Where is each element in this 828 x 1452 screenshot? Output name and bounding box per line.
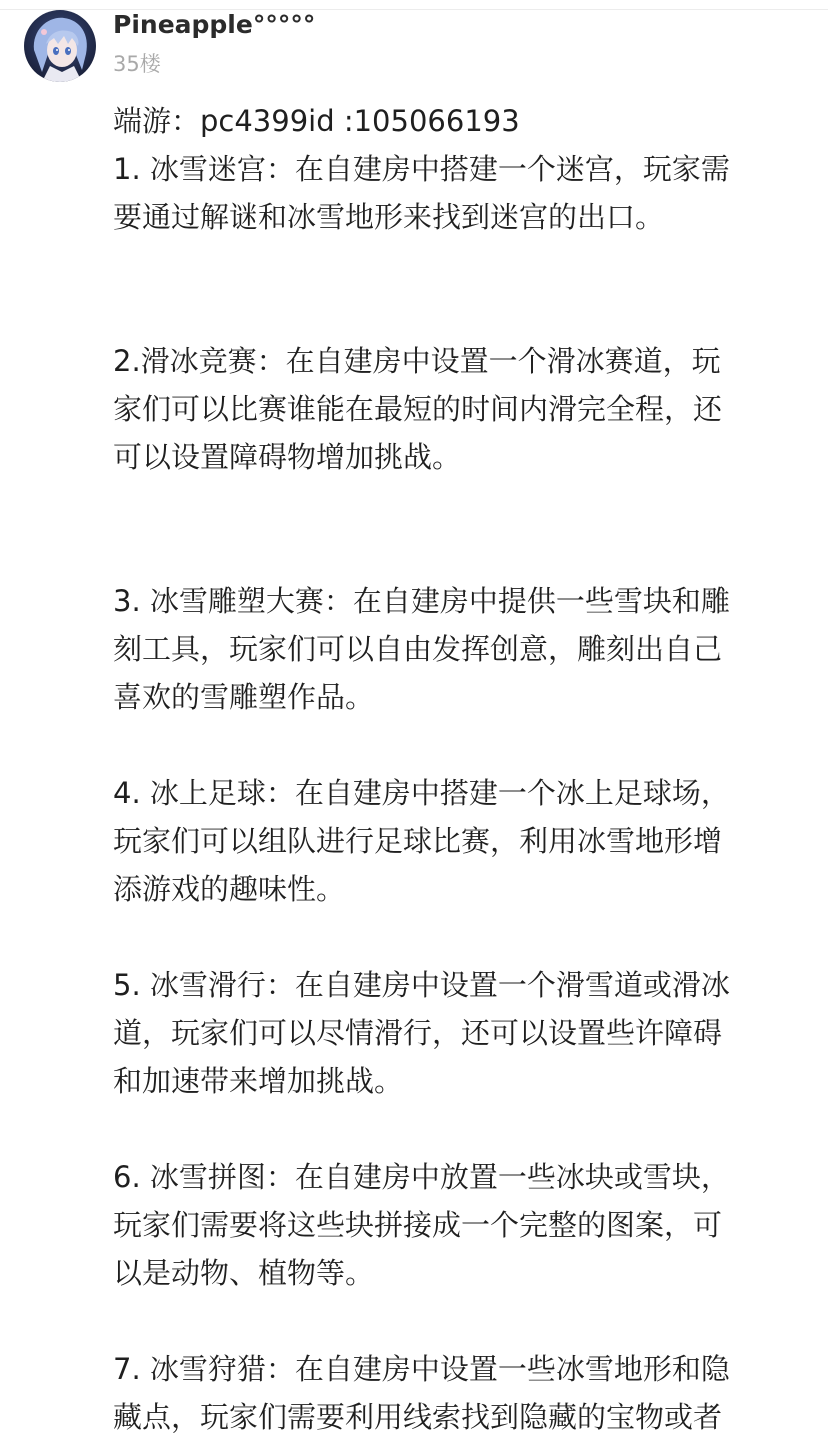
post-line: 藏点，玩家们需要利用线索找到隐藏的宝物或者 bbox=[113, 1400, 723, 1434]
floor-number: 35楼 bbox=[113, 52, 161, 76]
paragraph-gap bbox=[113, 721, 803, 769]
post-line: 6. 冰雪拼图：在自建房中放置一些冰块或雪块， bbox=[113, 1160, 730, 1194]
post-line: 和加速带来增加挑战。 bbox=[113, 1064, 404, 1098]
paragraph-gap bbox=[113, 481, 803, 577]
post-line: 2.滑冰竞赛：在自建房中设置一个滑冰赛道，玩 bbox=[113, 344, 721, 378]
post-line: 家们可以比赛谁能在最短的时间内滑完全程，还 bbox=[113, 392, 723, 426]
post-line: 1. 冰雪迷宫：在自建房中搭建一个迷宫，玩家需 bbox=[113, 152, 730, 186]
paragraph-gap bbox=[113, 913, 803, 961]
post-line: 道，玩家们可以尽情滑行，还可以设置些许障碍 bbox=[113, 1016, 723, 1050]
post-line: 要通过解谜和冰雪地形来找到迷宫的出口。 bbox=[113, 200, 665, 234]
post-line: 7. 冰雪狩猎：在自建房中设置一些冰雪地形和隐 bbox=[113, 1352, 730, 1386]
post-line: 端游：pc4399id :105066193 bbox=[113, 104, 520, 138]
anime-avatar-icon bbox=[24, 10, 96, 82]
post-line: 玩家们需要将这些块拼接成一个完整的图案，可 bbox=[113, 1208, 723, 1242]
post-line: 刻工具，玩家们可以自由发挥创意，雕刻出自己 bbox=[113, 632, 723, 666]
post-line: 玩家们可以组队进行足球比赛，利用冰雪地形增 bbox=[113, 824, 723, 858]
post-line: 可以设置障碍物增加挑战。 bbox=[113, 440, 462, 474]
paragraph-gap bbox=[113, 241, 803, 337]
paragraph-gap bbox=[113, 1297, 803, 1345]
post-line: 添游戏的趣味性。 bbox=[113, 872, 346, 906]
paragraph-gap bbox=[113, 1105, 803, 1153]
post-line: 3. 冰雪雕塑大赛：在自建房中提供一些雪块和雕 bbox=[113, 584, 730, 618]
username[interactable]: Pineapple°°°°° bbox=[113, 10, 316, 39]
post-body bbox=[113, 97, 803, 1441]
post-line: 喜欢的雪雕塑作品。 bbox=[113, 680, 375, 714]
post-line: 以是动物、植物等。 bbox=[113, 1256, 375, 1290]
post-line: 5. 冰雪滑行：在自建房中设置一个滑雪道或滑冰 bbox=[113, 968, 730, 1002]
avatar[interactable] bbox=[24, 10, 96, 82]
post-line: 4. 冰上足球：在自建房中搭建一个冰上足球场， bbox=[113, 776, 730, 810]
